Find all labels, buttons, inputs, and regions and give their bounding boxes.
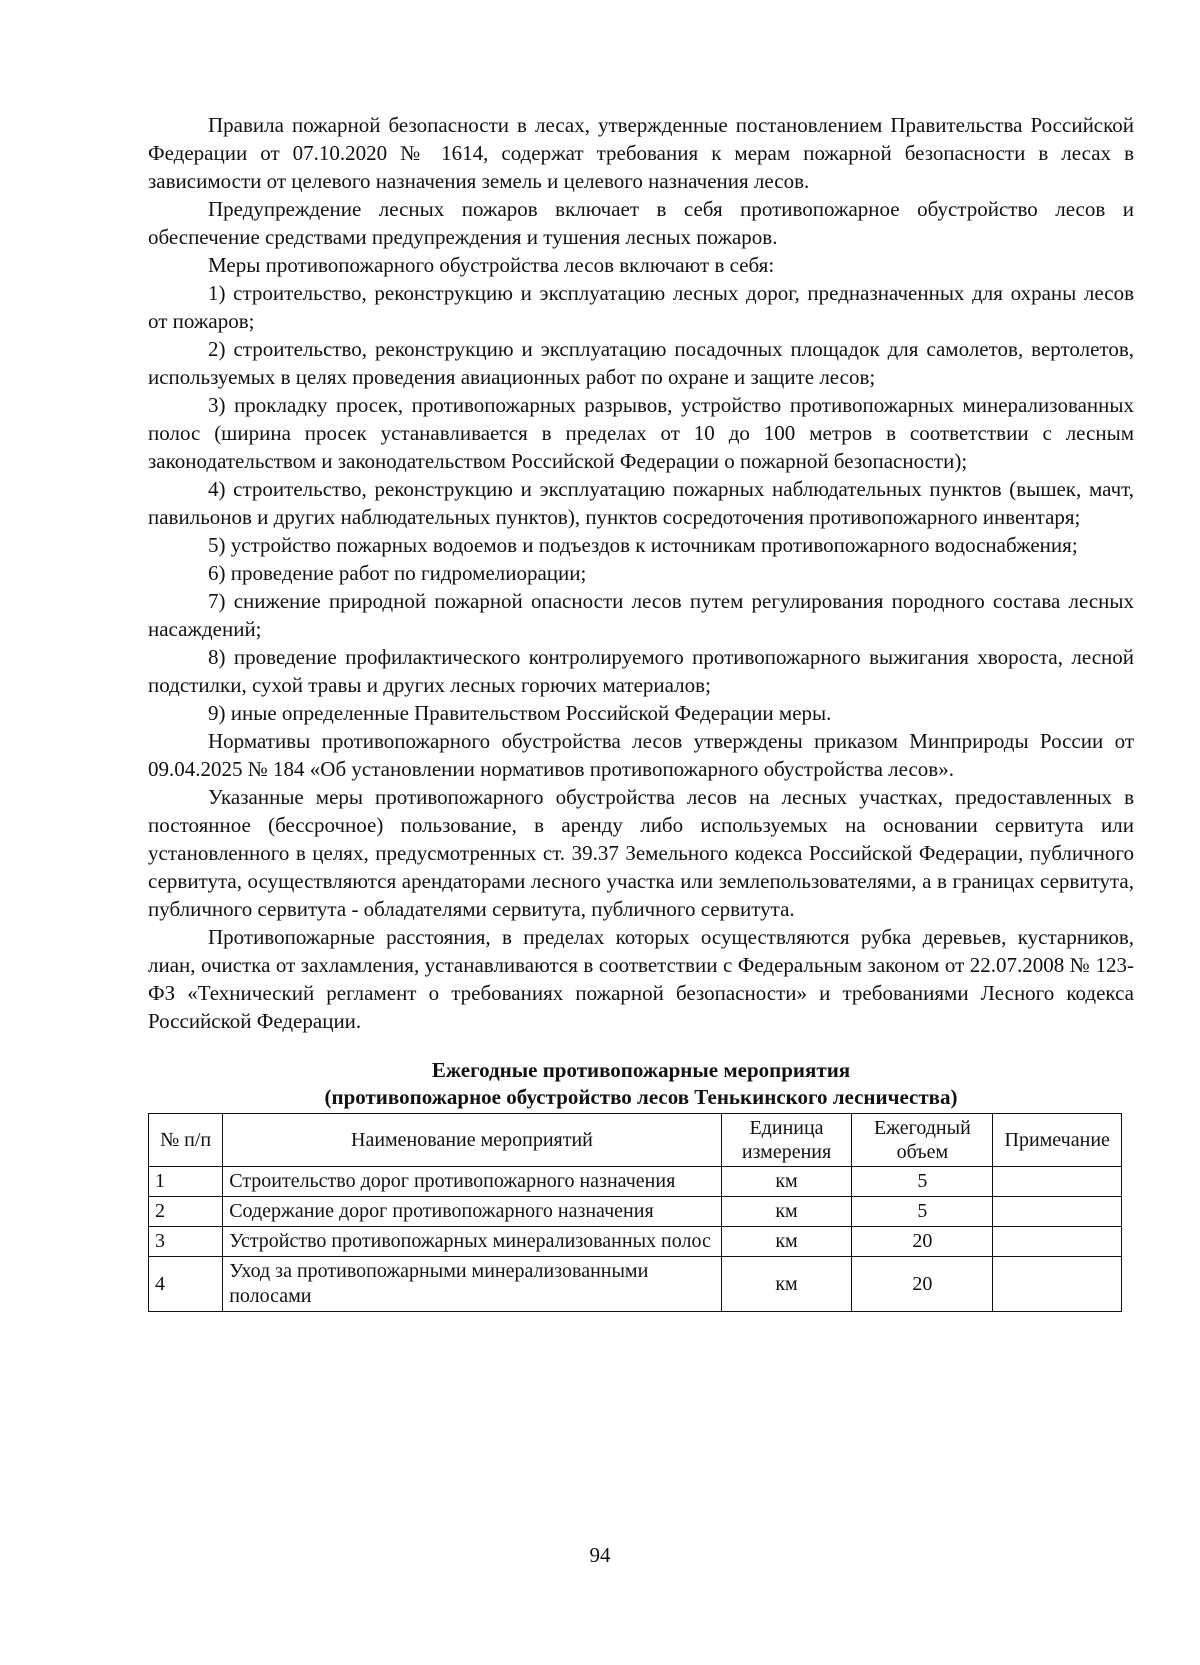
row-unit: км <box>721 1257 852 1312</box>
table-row <box>149 1197 1122 1227</box>
list-item-7: 7) снижение природной пожарной опасности лесов путем регулирования породного состава лесных насаждений; <box>148 589 1134 641</box>
row-note <box>993 1197 1122 1227</box>
row-num: 1 <box>149 1167 223 1197</box>
table-row <box>149 1257 1122 1312</box>
table-title-line-2: (противопожарное обустройство лесов Тенькинского лесничества) <box>324 1085 958 1109</box>
table-row <box>149 1167 1122 1197</box>
header-unit: Единица измерения <box>721 1114 852 1167</box>
list-item-5: 5) устройство пожарных водоемов и подъездов к источникам противопожарного водоснабжения; <box>208 533 1078 557</box>
list-item-8: 8) проведение профилактического контролируемого противопожарного выжигания хвороста, лесной подстилки, сухой травы и других лесных горючих материалов; <box>148 645 1134 697</box>
row-unit: км <box>721 1197 852 1227</box>
row-num: 2 <box>149 1197 223 1227</box>
row-note <box>993 1227 1122 1257</box>
header-name: Наименование мероприятий <box>223 1114 722 1167</box>
paragraph-fire-rules: Правила пожарной безопасности в лесах, утвержденные постановлением Правительства Российской Федерации от 07.10.2020 № 1614, содержат требования к мерам пожарной безопасности в лесах в зависимости от целевого назначения земель и целевого назначения лесов. <box>148 113 1134 193</box>
page-number: 94 <box>589 1543 611 1567</box>
row-unit: км <box>721 1227 852 1257</box>
list-item-9: 9) иные определенные Правительством Российской Федерации меры. <box>208 701 832 725</box>
annual-measures-table-block <box>148 1057 1134 1312</box>
paragraph-distances: Противопожарные расстояния, в пределах которых осуществляются рубка деревьев, кустарников, лиан, очистка от захламления, устанавливаются в соответствии с Федеральным законом от 22.07.2008 № 123-ФЗ «Технический регламент о требованиях пожарной безопасности» и требованиями Лесного кодекса Российской Федерации. <box>148 925 1134 1033</box>
table-title <box>148 1057 1134 1111</box>
row-note <box>993 1257 1122 1312</box>
row-name: Строительство дорог противопожарного назначения <box>223 1167 722 1197</box>
body-text <box>148 111 1134 1035</box>
annual-measures-table <box>148 1113 1122 1312</box>
row-name: Содержание дорог противопожарного назначения <box>223 1197 722 1227</box>
row-name: Устройство противопожарных минерализованных полос <box>223 1227 722 1257</box>
list-item-3: 3) прокладку просек, противопожарных разрывов, устройство противопожарных минерализованных полос (ширина просек устанавливается в пределах от 10 до 100 метров в соответствии с лесным законодательством и законодательством Российской Федерации о пожарной безопасности); <box>148 393 1134 473</box>
table-title-line-1: Ежегодные противопожарные мероприятия <box>431 1058 851 1082</box>
list-item-1: 1) строительство, реконструкцию и эксплуатацию лесных дорог, предназначенных для охраны лесов от пожаров; <box>148 281 1134 333</box>
list-item-6: 6) проведение работ по гидромелиорации; <box>208 561 587 585</box>
row-name: Уход за противопожарными минерализованными полосами <box>223 1257 722 1312</box>
row-unit: км <box>721 1167 852 1197</box>
row-note <box>993 1167 1122 1197</box>
list-item-2: 2) строительство, реконструкцию и эксплуатацию посадочных площадок для самолетов, вертолетов, используемых в целях проведения авиационных работ по охране и защите лесов; <box>148 337 1134 389</box>
row-volume: 20 <box>852 1227 993 1257</box>
paragraph-responsibility: Указанные меры противопожарного обустройства лесов на лесных участках, предоставленных в постоянное (бессрочное) пользование, в аренду либо используемых на основании сервитута или установленного в целях, предусмотренных ст. 39.37 Земельного кодекса Российской Федерации, публичного сервитута, осуществляются арендаторами лесного участка или землепользователями, а в границах сервитута, публичного сервитута - обладателями сервитута, публичного сервитута. <box>148 785 1134 921</box>
row-volume: 5 <box>852 1167 993 1197</box>
row-volume: 5 <box>852 1197 993 1227</box>
row-num: 4 <box>149 1257 223 1312</box>
header-volume: Ежегодный объем <box>852 1114 993 1167</box>
table-row <box>149 1227 1122 1257</box>
header-num: № п/п <box>149 1114 223 1167</box>
header-note: Примечание <box>993 1114 1122 1167</box>
list-item-4: 4) строительство, реконструкцию и эксплуатацию пожарных наблюдательных пунктов (вышек, мачт, павильонов и других наблюдательных пунктов), пунктов сосредоточения противопожарного инвентаря; <box>148 477 1134 529</box>
paragraph-fire-prevention: Предупреждение лесных пожаров включает в себя противопожарное обустройство лесов и обеспечение средствами предупреждения и тушения лесных пожаров. <box>148 197 1134 249</box>
document-page <box>148 111 1134 1312</box>
table-header-row <box>149 1114 1122 1167</box>
row-volume: 20 <box>852 1257 993 1312</box>
row-num: 3 <box>149 1227 223 1257</box>
paragraph-norms: Нормативы противопожарного обустройства лесов утверждены приказом Минприроды России от 09.04.2025 № 184 «Об установлении нормативов противопожарного обустройства лесов». <box>148 729 1134 781</box>
paragraph-measures-intro: Меры противопожарного обустройства лесов включают в себя: <box>208 253 775 277</box>
